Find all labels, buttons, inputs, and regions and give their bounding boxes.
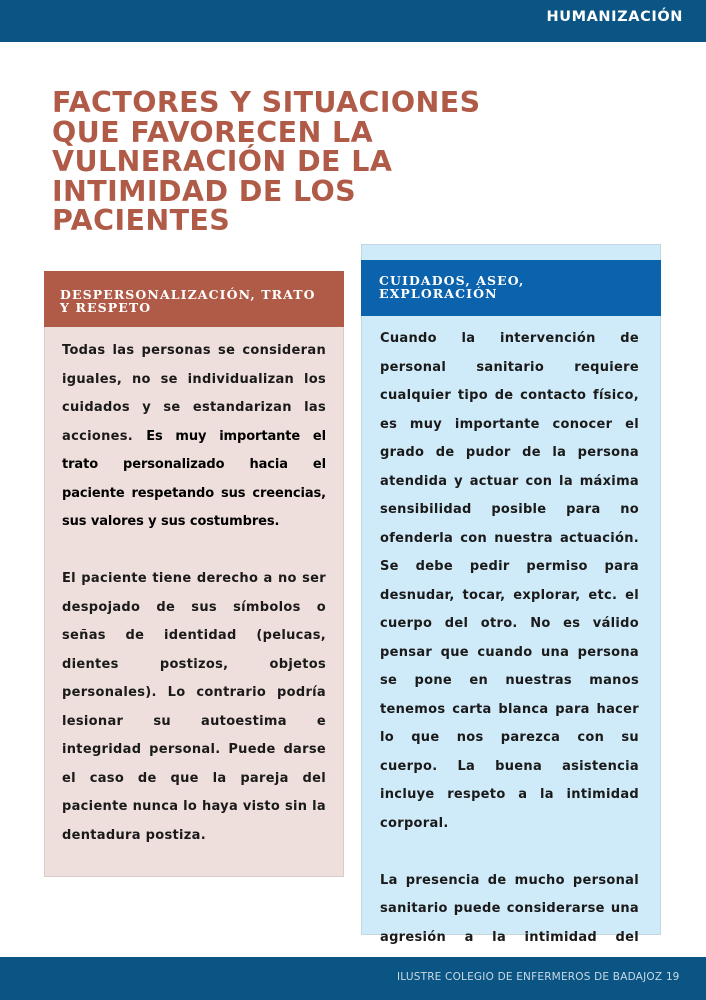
title-line: QUE FAVORECEN LA (52, 115, 374, 149)
cuidados-body (380, 325, 639, 981)
title-line: PACIENTES (52, 204, 231, 237)
paragraph (62, 337, 326, 537)
footer-organization: ILUSTRE COLEGIO DE ENFERMEROS DE BADAJOZ (397, 971, 663, 983)
despersonalizacion-box (44, 271, 344, 877)
page-title (52, 88, 512, 236)
despersonalizacion-heading (44, 271, 344, 327)
paragraph: La presencia de mucho personal sanitario puede considerarse una agresión a la intimidad del (380, 872, 639, 945)
section-tag: HUMANIZACIÓN (546, 9, 683, 25)
heading-line: EXPLORACIÓN (379, 286, 498, 301)
heading-line: Y RESPETO (60, 300, 152, 315)
page-number: 19 (666, 971, 680, 983)
cuidados-box (361, 244, 661, 945)
paragraph: El paciente tiene derecho a no ser despojado de sus símbolos o señas de identidad (pelucas, dientes postizos, objetos personales). Lo contrario podría lesionar su autoestima e integridad personal. Puede darse el caso de que la pareja del paciente nunca lo haya visto sin la dentadura postiza. (62, 571, 326, 843)
cuidados-heading (361, 260, 661, 316)
footer-bar (0, 957, 706, 1000)
title-line: FACTORES Y SITUACIONES (52, 86, 481, 119)
top-bar (0, 0, 706, 42)
heading-line: CUIDADOS, ASEO, (379, 273, 525, 288)
heading-line: DESPERSONALIZACIÓN, TRATO (60, 287, 316, 302)
title-line: INTIMIDAD DE LOS (52, 174, 357, 208)
paragraph: Cuando la intervención de personal sanitario requiere cualquier tipo de contacto físico, es muy importante conocer el grado de pudor de la persona atendida y actuar con la máxima sensibilidad posible para no ofenderla con nuestra actuación. Se debe pedir permiso para desnudar, tocar, explorar, etc. el cuerpo del otro. No es válido pensar que cuando una persona se pone en nuestras manos tenemos carta blanca para hacer lo que nos parezca con su cuerpo. La buena asistencia incluye respeto a la intimidad corporal. (380, 331, 639, 831)
despersonalizacion-body (62, 337, 326, 850)
title-line: VULNERACIÓN DE LA (52, 145, 393, 178)
paragraph-emphasis: Es muy importante el trato personalizado hacia el paciente respetando sus creencias, sus valores y sus costumbres. (62, 428, 326, 529)
paragraph-text: Todas las personas se consideran iguales, no se individualizan los cuidados y se estandarizan las acciones. (62, 343, 326, 444)
